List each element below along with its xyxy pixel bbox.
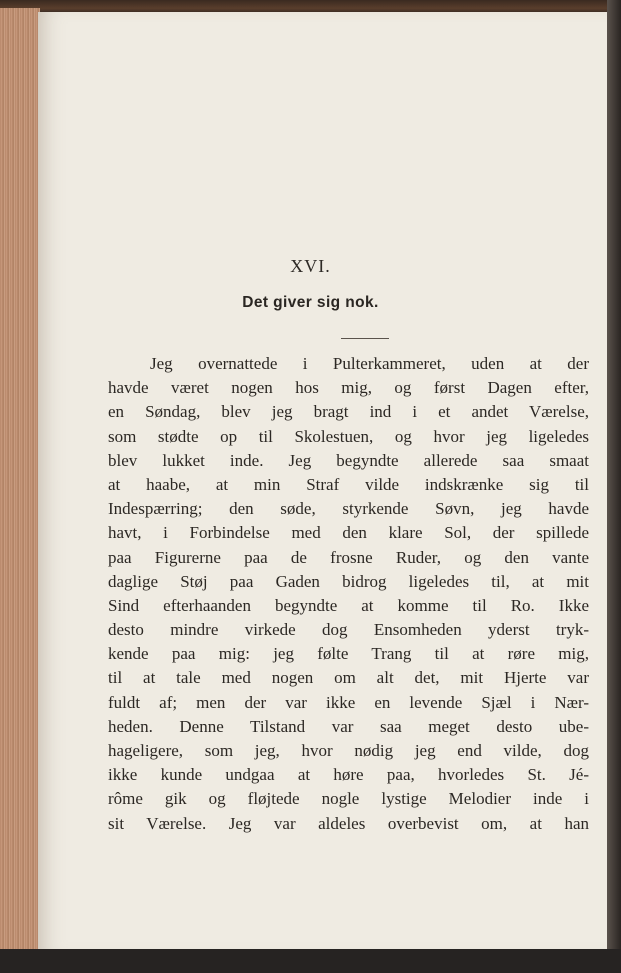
text-line: rôme gik og fløjtede nogle lystige Melodier inde i — [108, 789, 589, 809]
text-line: Sind efterhaanden begyndte at komme til Ro. Ikke — [108, 595, 589, 615]
right-margin-strip — [607, 0, 621, 973]
text-line: daglige Støj paa Gaden bidrog ligeledes til, at mit — [108, 571, 589, 591]
text-line: som stødte op til Skolestuen, og hvor jeg ligeledes — [108, 426, 589, 446]
chapter-number: XVI. — [290, 256, 331, 276]
text-line: hageligere, som jeg, hvor nødig jeg end vilde, dog — [108, 741, 589, 760]
text-line: til at tale med nogen om alt det, mit Hjerte var — [108, 668, 589, 688]
text-line: Indespærring; den søde, styrkende Søvn, jeg havde — [108, 499, 589, 519]
chapter-title: Det giver sig nok. — [242, 294, 379, 311]
text-line: en Søndag, blev jeg bragt ind i et andet Værelse, — [108, 402, 589, 422]
title-divider — [341, 338, 389, 339]
text-line: Jeg overnattede i Pulterkammeret, uden at der — [150, 354, 589, 373]
text-line: paa Figurerne paa de frosne Ruder, og den vante — [108, 547, 589, 567]
text-line: sit Værelse. Jeg var aldeles overbevist om, at han — [108, 813, 589, 833]
text-line: havt, i Forbindelse med den klare Sol, der spillede — [108, 523, 589, 543]
text-line: kende paa mig: jeg følte Trang til at røre mig, — [108, 644, 589, 664]
text-line: ikke kunde undgaa at høre paa, hvorledes St. Jé- — [108, 765, 589, 785]
text-line: havde været nogen hos mig, og først Dagen efter, — [108, 378, 589, 398]
text-line: desto mindre virkede dog Ensomheden yderst tryk- — [108, 620, 589, 640]
text-line: blev lukket inde. Jeg begyndte allerede saa smaat — [108, 450, 589, 470]
body-text — [108, 352, 589, 836]
text-line: heden. Denne Tilstand var saa meget desto ube- — [108, 716, 589, 736]
page-edges — [0, 8, 40, 954]
text-line: fuldt af; men der var ikke en levende Sjæl i Nær- — [108, 692, 589, 712]
text-line: at haabe, at min Straf vilde indskrænke sig til — [108, 474, 589, 494]
bottom-border — [0, 949, 621, 973]
